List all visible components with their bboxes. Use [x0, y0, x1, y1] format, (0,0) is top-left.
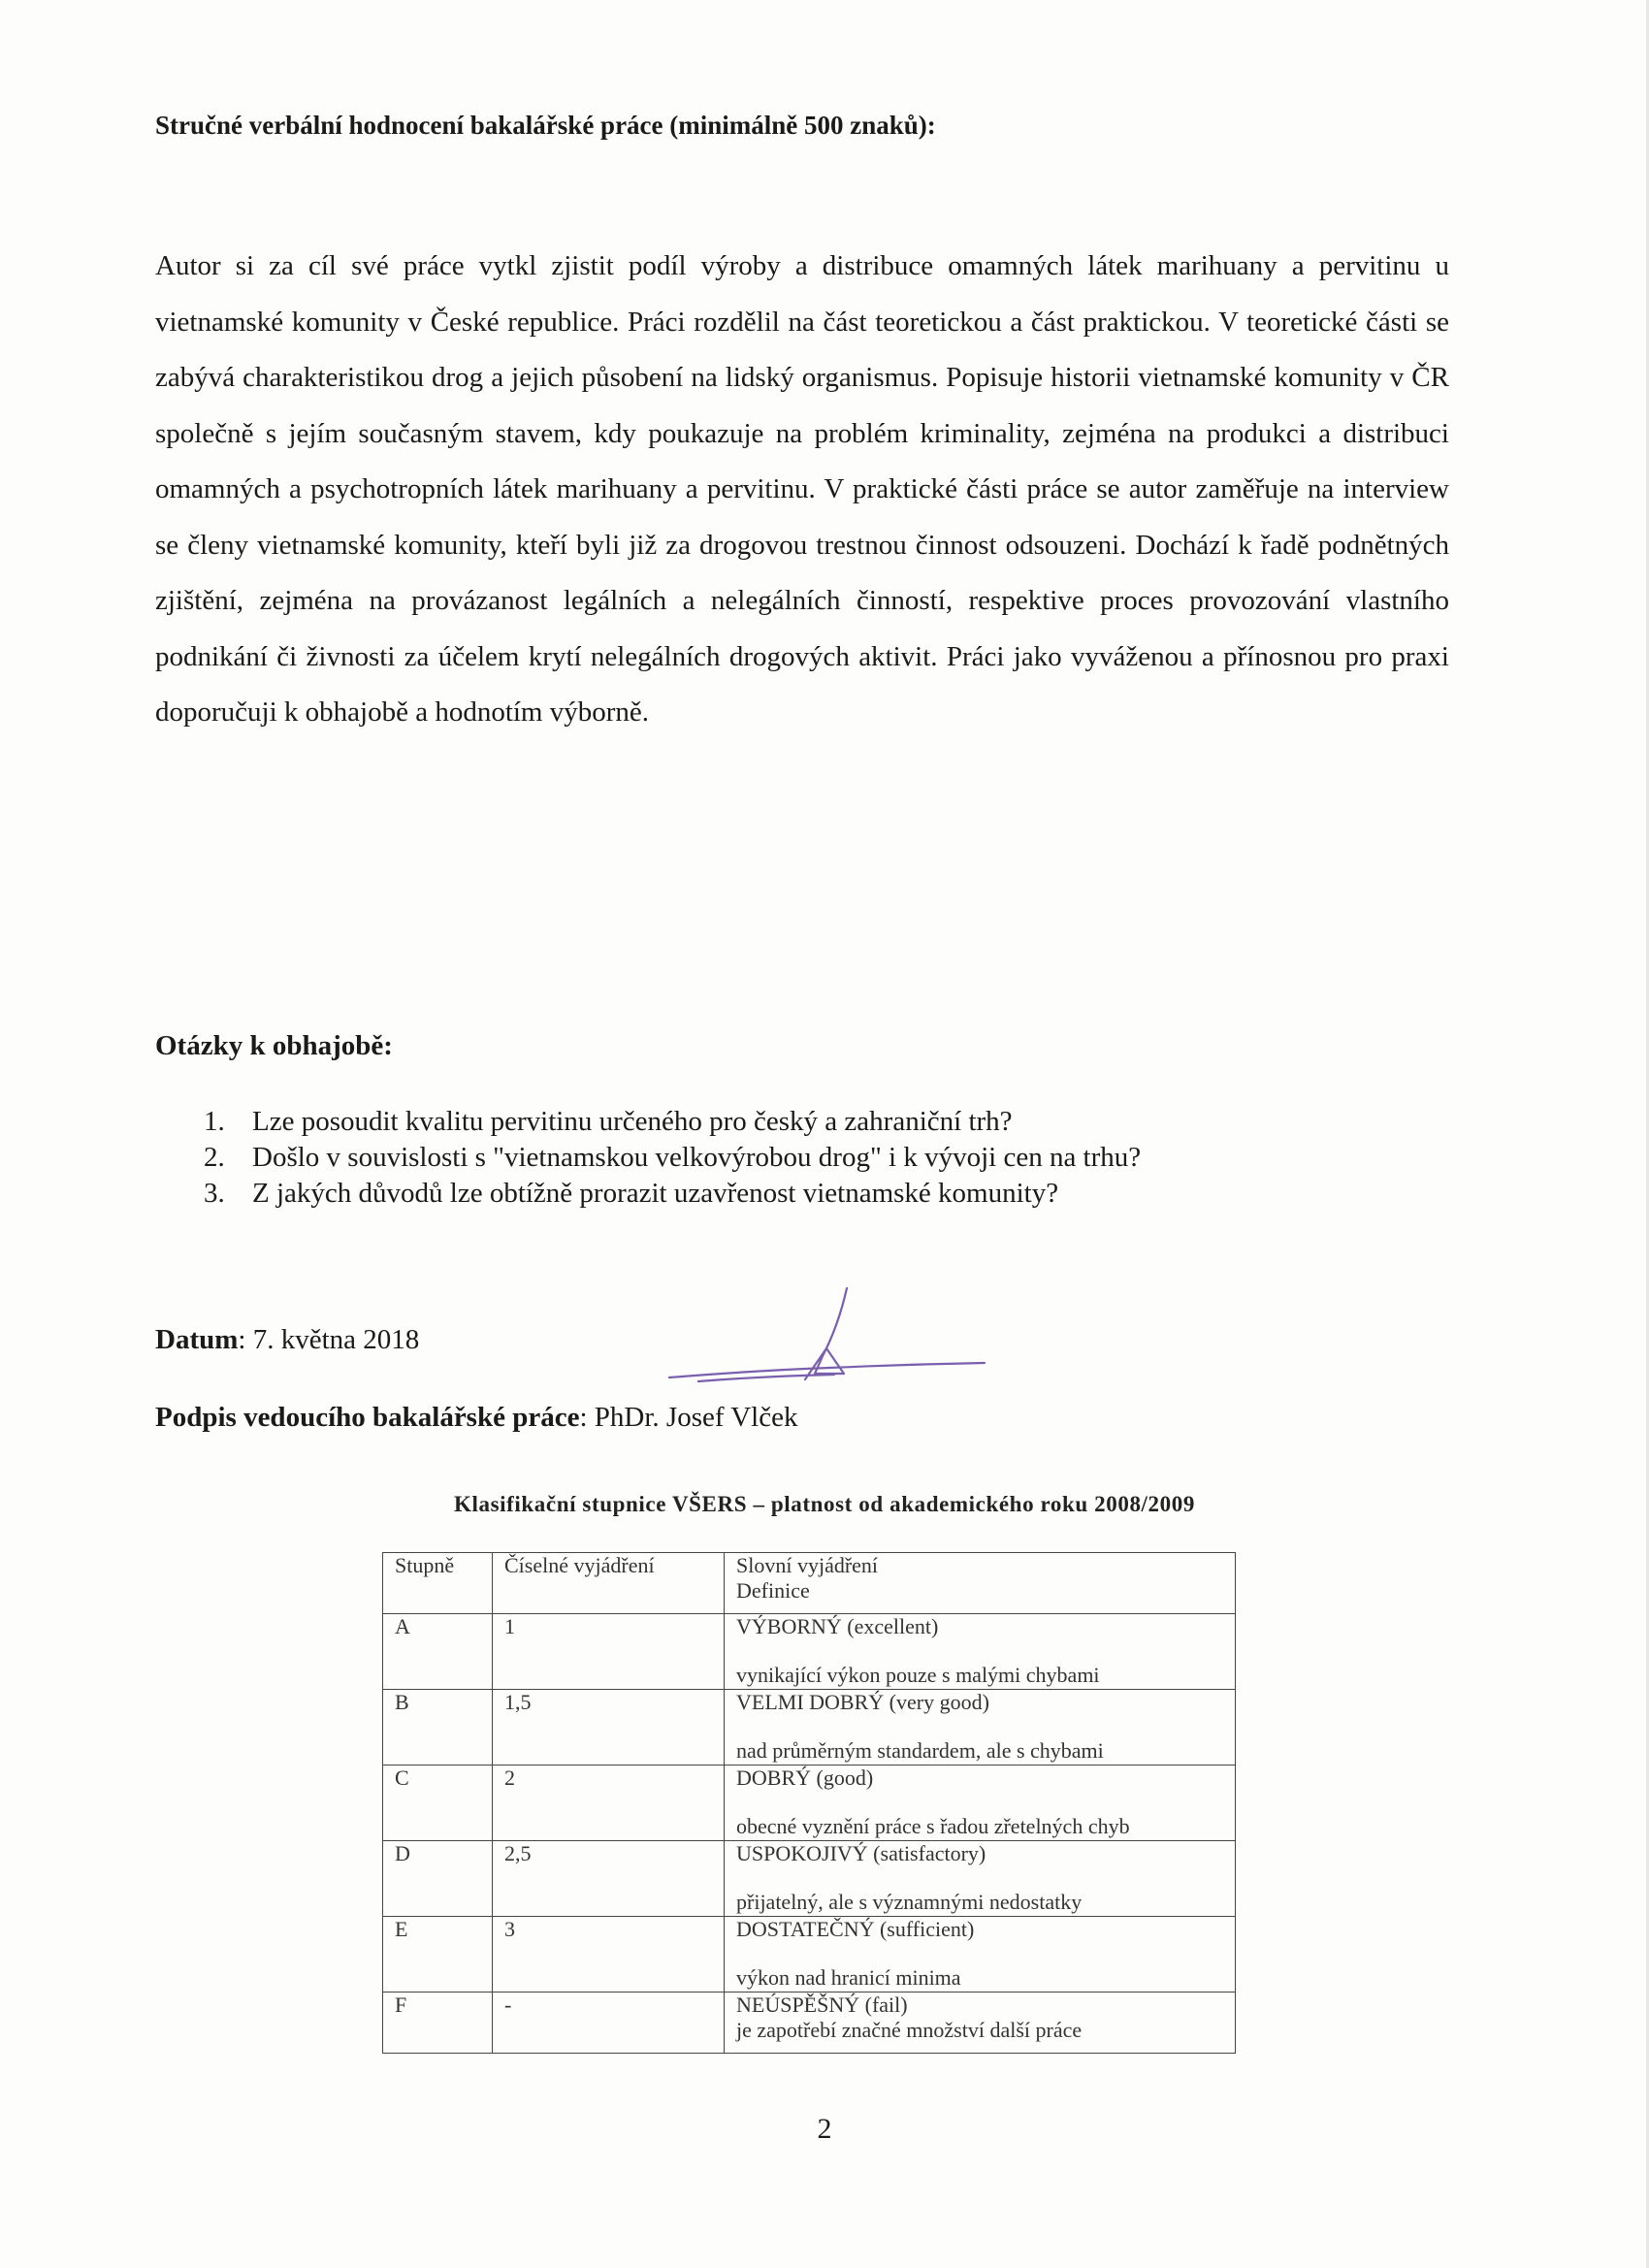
word-cell: [725, 1614, 1236, 1690]
table-row: [383, 1766, 1236, 1841]
table-row: [383, 1841, 1236, 1917]
definition-text: výkon nad hranicí minima: [736, 1965, 961, 1990]
question-text: Lze posoudit kvalitu pervitinu určeného pro český a zahraniční trh?: [252, 1106, 1013, 1137]
number-cell: 2,5: [493, 1841, 725, 1917]
question-item: [204, 1140, 1141, 1176]
number-cell: 2: [493, 1766, 725, 1841]
word-cell: [725, 1917, 1236, 1993]
word-cell: [725, 1993, 1236, 2054]
word-label: DOSTATEČNÝ (sufficient): [736, 1917, 975, 1941]
header-word: [725, 1553, 1236, 1614]
question-text: Došlo v souvislosti s "vietnamskou velkovýrobou drog" i k vývoji cen na trhu?: [252, 1142, 1142, 1173]
grading-table: [382, 1552, 1236, 2054]
word-label: VÝBORNÝ (excellent): [736, 1614, 939, 1638]
definition-text: nad průměrným standardem, ale s chybami: [736, 1738, 1104, 1763]
handwritten-signature: [660, 1280, 989, 1397]
table-row: [383, 1993, 1236, 2054]
definition-text: přijatelný, ale s významnými nedostatky: [736, 1890, 1083, 1914]
header-word-label: Slovní vyjádření: [736, 1553, 879, 1577]
signer-label: Podpis vedoucího bakalářské práce: [155, 1402, 580, 1433]
definition-text: je zapotřebí značné množství další práce: [736, 2018, 1083, 2042]
grade-cell: C: [383, 1766, 493, 1841]
number-cell: -: [493, 1993, 725, 2054]
word-label: VELMI DOBRÝ (very good): [736, 1690, 989, 1714]
number-cell: 1: [493, 1614, 725, 1690]
definition-text: obecné vyznění práce s řadou zřetelných chyb: [736, 1814, 1130, 1838]
grade-cell: D: [383, 1841, 493, 1917]
question-number: 2.: [204, 1142, 225, 1173]
table-row: [383, 1917, 1236, 1993]
grade-cell: E: [383, 1917, 493, 1993]
header-definition-label: Definice: [736, 1578, 810, 1603]
page-number: 2: [817, 2113, 832, 2145]
grade-cell: A: [383, 1614, 493, 1690]
word-cell: [725, 1690, 1236, 1766]
word-label: USPOKOJIVÝ (satisfactory): [736, 1841, 986, 1865]
question-text: Z jakých důvodů lze obtížně prorazit uzavřenost vietnamské komunity?: [252, 1178, 1059, 1209]
question-item: [204, 1176, 1141, 1212]
signer-line: [155, 1402, 797, 1434]
questions-heading: Otázky k obhajobě:: [155, 1030, 393, 1061]
definition-text: vynikající výkon pouze s malými chybami: [736, 1663, 1100, 1687]
signer-name: : PhDr. Josef Vlček: [579, 1402, 798, 1433]
grading-scale-title: Klasifikační stupnice VŠERS – platnost od akademického roku 2008/2009: [454, 1492, 1195, 1516]
word-cell: [725, 1766, 1236, 1841]
number-cell: 3: [493, 1917, 725, 1993]
questions-list: [204, 1104, 1141, 1212]
question-number: 1.: [204, 1106, 225, 1137]
table-header-row: [383, 1553, 1236, 1614]
word-label: NEÚSPĚŠNÝ (fail): [736, 1993, 908, 2017]
evaluation-text: Autor si za cíl své práce vytkl zjistit podíl výroby a distribuce omamných látek marihuany a pervitinu u vietnamské komunity v České republice. Práci rozdělil na část teoretickou a část praktickou. V teoretické části se zabývá charakteristikou drog a jejich působení na lidský organismus. Popisuje historii vietnamské komunity v ČR společně s jejím současným stavem, kdy poukazuje na problém kriminality, zejména na produkci a distribuci omamných a psychotropních látek marihuany a pervitinu. V praktické části práce se autor zaměřuje na interview se členy vietnamské komunity, kteří byli již za drogovou trestnou činnost odsouzeni. Dochází k řadě podnětných zjištění, zejména na provázanost legálních a nelegálních činností, respektive proces provozování vlastního podnikání či živnosti za účelem krytí nelegálních drogových aktivit. Práci jako vyváženou a přínosnou pro praxi doporučuji k obhajobě a hodnotím výborně.: [155, 250, 1449, 728]
question-number: 3.: [204, 1178, 225, 1209]
number-cell: 1,5: [493, 1690, 725, 1766]
date-line: [155, 1324, 419, 1356]
table-row: [383, 1614, 1236, 1690]
header-grade: Stupně: [383, 1553, 493, 1614]
header-number: Číselné vyjádření: [493, 1553, 725, 1614]
word-cell: [725, 1841, 1236, 1917]
grade-cell: F: [383, 1993, 493, 2054]
date-label: Datum: [155, 1324, 239, 1355]
word-label: DOBRÝ (good): [736, 1766, 874, 1790]
date-value: : 7. května 2018: [238, 1324, 420, 1355]
question-item: [204, 1104, 1141, 1140]
evaluation-heading: Stručné verbální hodnocení bakalářské práce (minimálně 500 znaků):: [155, 111, 936, 140]
table-row: [383, 1690, 1236, 1766]
grade-cell: B: [383, 1690, 493, 1766]
